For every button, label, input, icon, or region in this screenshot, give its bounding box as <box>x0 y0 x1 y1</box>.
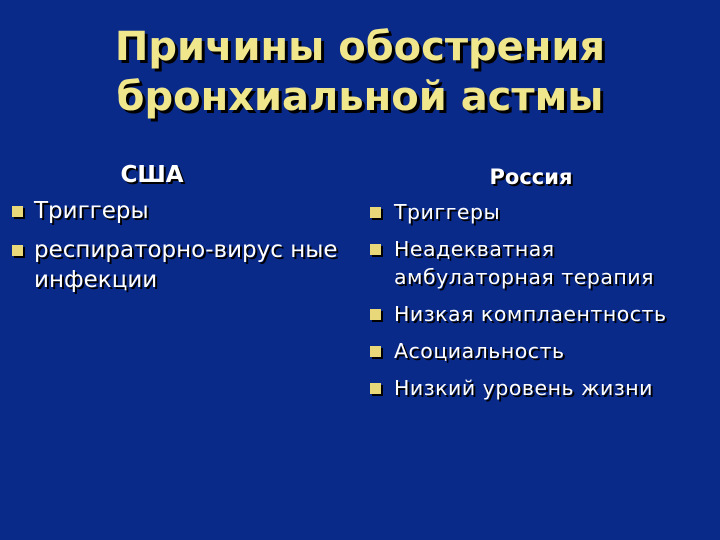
list-item <box>366 374 716 402</box>
list-item <box>12 235 352 295</box>
list-item <box>366 300 716 328</box>
list-item-text: Низкий уровень жизни <box>394 376 653 400</box>
left-column <box>12 160 352 304</box>
list-item <box>366 198 716 226</box>
right-column-list <box>366 198 716 402</box>
list-item-text: Триггеры <box>394 200 501 224</box>
square-bullet-icon <box>370 207 381 218</box>
slide-title-line-2: бронхиальной астмы <box>116 74 604 120</box>
square-bullet-icon <box>370 346 381 357</box>
square-bullet-icon <box>12 206 23 217</box>
list-item-text: Неадекватная амбулаторная терапия <box>394 237 654 289</box>
right-column-heading: Россия <box>489 165 573 189</box>
list-item <box>366 337 716 365</box>
slide-title <box>0 22 720 122</box>
left-column-heading: США <box>120 162 184 188</box>
list-item <box>12 196 352 226</box>
square-bullet-icon <box>12 245 23 256</box>
right-column <box>366 160 716 411</box>
list-item-text: респираторно-вирус ные инфекции <box>34 237 338 293</box>
slide-title-line-1: Причины обострения <box>114 24 606 70</box>
square-bullet-icon <box>370 309 381 320</box>
list-item-text: Низкая комплаентность <box>394 302 667 326</box>
list-item-text: Триггеры <box>34 198 149 224</box>
list-item <box>366 235 716 291</box>
list-item-text: Асоциальность <box>394 339 565 363</box>
left-column-list <box>12 196 352 295</box>
square-bullet-icon <box>370 383 381 394</box>
square-bullet-icon <box>370 244 381 255</box>
